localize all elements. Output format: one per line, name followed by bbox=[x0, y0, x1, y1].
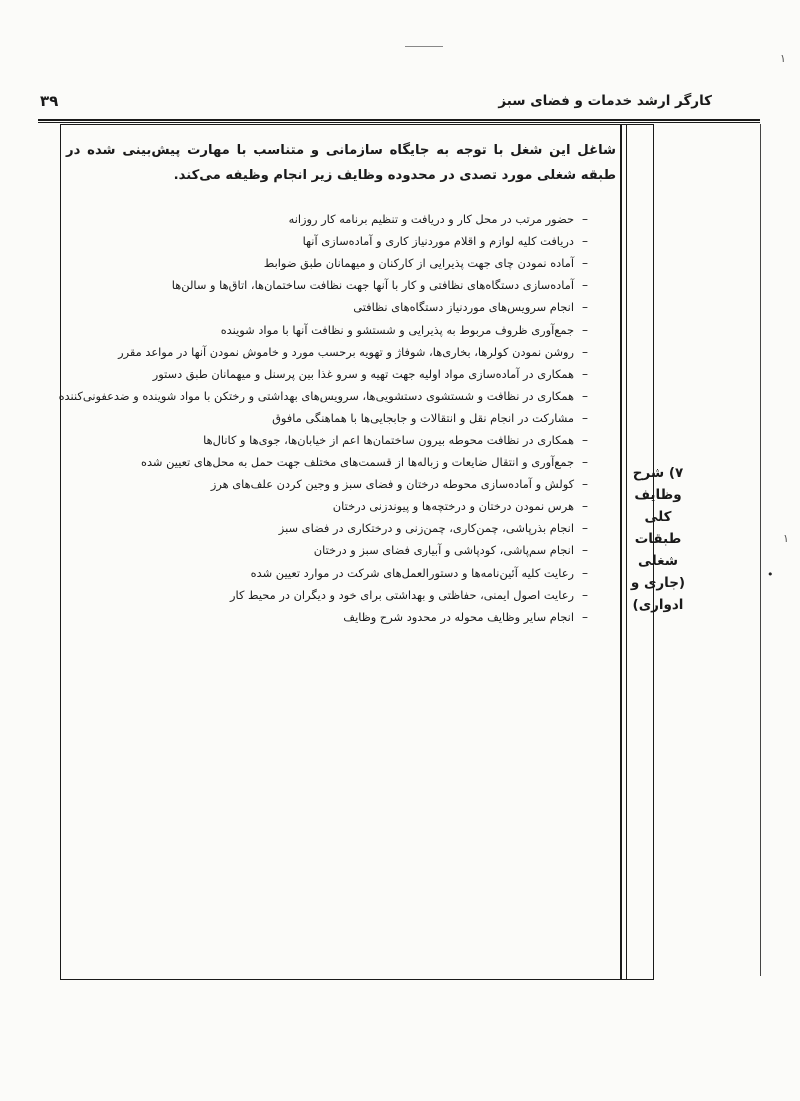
header-rule bbox=[38, 119, 760, 121]
duty-item bbox=[66, 318, 596, 340]
column-divider bbox=[620, 124, 622, 980]
table-right-edge bbox=[760, 124, 761, 976]
duty-item bbox=[66, 407, 596, 429]
duty-item bbox=[66, 363, 596, 385]
section-label-line: (جاری و bbox=[630, 575, 686, 591]
dash-bullet: – bbox=[582, 455, 588, 470]
duty-item bbox=[66, 429, 596, 451]
section-label-line: کلی bbox=[644, 509, 672, 525]
dash-bullet: – bbox=[582, 521, 588, 536]
duty-text: همکاری در آماده‌سازی مواد اولیه جهت تهیه و سرو غذا بین پرسنل و میهمانان طبق دستور bbox=[152, 366, 574, 381]
duty-text: کولش و آماده‌سازی محوطه درختان و فضای سبز و وجین کردن علف‌های هرز bbox=[210, 477, 574, 492]
dash-bullet: – bbox=[582, 388, 588, 403]
duty-item bbox=[66, 495, 596, 517]
margin-mark: ۱ bbox=[783, 532, 789, 545]
duty-text: رعایت اصول ایمنی، حفاظتی و بهداشتی برای خود و دیگران در محیط کار bbox=[230, 587, 574, 602]
duty-item bbox=[66, 230, 596, 252]
dash-bullet: – bbox=[582, 410, 588, 425]
duties-list bbox=[58, 208, 596, 628]
dash-bullet: – bbox=[582, 565, 588, 580]
dash-bullet: – bbox=[582, 344, 588, 359]
duty-text: انجام سم‌پاشی، کودپاشی و آبیاری فضای سبز و درختان bbox=[313, 543, 574, 558]
section-label-line: ۷) شرح bbox=[632, 465, 684, 481]
dash-bullet: – bbox=[582, 322, 588, 337]
duty-item bbox=[66, 539, 596, 561]
page-number: ۳۹ bbox=[40, 92, 59, 110]
dash-bullet: – bbox=[582, 543, 588, 558]
column-divider-inner bbox=[626, 124, 627, 980]
duty-item bbox=[66, 517, 596, 539]
duty-text: حضور مرتب در محل کار و دریافت و تنظیم برنامه کار روزانه bbox=[288, 212, 574, 227]
duty-text: آماده‌سازی دستگاه‌های نظافتی و کار با آنها جهت نظافت ساختمان‌ها، اتاق‌ها و سالن‌ها bbox=[171, 278, 574, 293]
duty-text: آماده نمودن چای جهت پذیرایی از کارکنان و میهمانان طبق ضوابط bbox=[263, 256, 574, 271]
dash-bullet: – bbox=[582, 499, 588, 514]
dash-bullet: – bbox=[582, 278, 588, 293]
duty-item bbox=[66, 252, 596, 274]
duty-item bbox=[66, 341, 596, 363]
dash-bullet: – bbox=[582, 234, 588, 249]
duty-item bbox=[66, 562, 596, 584]
duty-item bbox=[66, 208, 596, 230]
duty-text: رعایت کلیه آئین‌نامه‌ها و دستورالعمل‌های شرکت در موارد تعیین شده bbox=[250, 565, 574, 580]
duty-item bbox=[58, 385, 596, 407]
dash-bullet: – bbox=[582, 300, 588, 315]
duty-item bbox=[66, 274, 596, 296]
dash-bullet: – bbox=[582, 212, 588, 227]
running-header-title: کارگر ارشد خدمات و فضای سبز bbox=[498, 93, 712, 109]
section-label bbox=[628, 462, 688, 616]
duty-text: انجام سایر وظایف محوله در محدود شرح وظایف bbox=[343, 609, 574, 624]
duty-text: روشن نمودن کولرها، بخاری‌ها، شوفاژ و تهویه برحسب مورد و خاموش نمودن آنها در مواعد مقرر bbox=[118, 344, 574, 359]
duty-text: مشارکت در انجام نقل و انتقالات و جابجایی‌ها با هماهنگی مافوق bbox=[272, 410, 574, 425]
duty-text: انجام بذرپاشی، چمن‌کاری، چمن‌زنی و درختکاری در فضای سبز bbox=[278, 521, 574, 536]
duty-item bbox=[66, 451, 596, 473]
duty-text: همکاری در نظافت و شستشوی دستشویی‌ها، سرویس‌های بهداشتی و رختکن با مواد شوینده و ضدعفونی‌کننده bbox=[58, 388, 574, 403]
section-label-line: طبقات bbox=[634, 531, 682, 547]
section-label-line: وظایف bbox=[634, 487, 682, 503]
duty-text: جمع‌آوری ظروف مربوط به پذیرایی و شستشو و نظافت آنها با مواد شوینده bbox=[220, 322, 574, 337]
duty-item bbox=[66, 296, 596, 318]
dash-bullet: – bbox=[582, 432, 588, 447]
duty-text: همکاری در نظافت محوطه بیرون ساختمان‌ها اعم از خیابان‌ها، جوی‌ها و کانال‌ها bbox=[203, 432, 574, 447]
duty-text: انجام سرویس‌های موردنیاز دستگاه‌های نظافتی bbox=[353, 300, 574, 315]
duty-text: دریافت کلیه لوازم و اقلام موردنیاز کاری و آماده‌سازی آنها bbox=[302, 234, 574, 249]
dash-bullet: – bbox=[582, 609, 588, 624]
duty-item bbox=[66, 473, 596, 495]
dash-bullet: – bbox=[582, 477, 588, 492]
dash-bullet: – bbox=[582, 256, 588, 271]
section-label-line: ادواری) bbox=[632, 597, 684, 613]
duty-item bbox=[66, 584, 596, 606]
duty-text: جمع‌آوری و انتقال ضایعات و زباله‌ها از قسمت‌های مختلف جهت حمل به محل‌های تعیین شده bbox=[140, 455, 574, 470]
duty-text: هرس نمودن درختان و درختچه‌ها و پیوندزنی درختان bbox=[332, 499, 574, 514]
duty-item bbox=[66, 606, 596, 628]
intro-paragraph: شاغل این شغل با توجه به جایگاه سازمانی و متناسب با مهارت پیش‌بینی شده در طبقه شغلی مورد تصدی در محدوده وظایف زیر انجام وظیفه می‌کند. bbox=[66, 143, 616, 183]
header-rule-secondary bbox=[38, 122, 760, 123]
scan-smudge bbox=[405, 46, 443, 47]
margin-mark: ۱ bbox=[780, 52, 786, 65]
margin-dot: • bbox=[767, 568, 774, 581]
section-label-line: شغلی bbox=[637, 553, 679, 569]
dash-bullet: – bbox=[582, 587, 588, 602]
dash-bullet: – bbox=[582, 366, 588, 381]
